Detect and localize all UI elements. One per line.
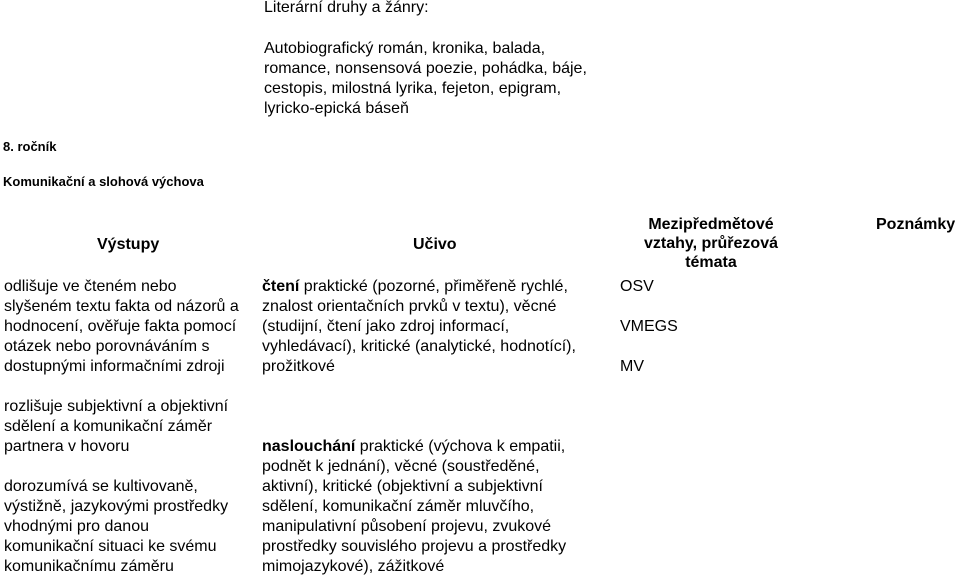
cell-line: partnera v hovoru xyxy=(4,438,130,455)
literary-genres-line: Autobiografický román, kronika, balada, xyxy=(264,40,546,57)
cell-line: (studijní, čtení jako zdroj informací, xyxy=(262,318,510,335)
row1-mezi-vmegs: VMEGS xyxy=(620,318,678,335)
column-header-line: Mezipředmětové xyxy=(648,216,774,233)
literary-genres-list xyxy=(264,39,624,119)
cell-line: odlišuje ve čteném nebo xyxy=(4,278,177,295)
cell-line: dorozumívá se kultivovaně, xyxy=(4,478,198,495)
grade-heading: 8. ročník xyxy=(3,139,57,154)
cell-line: komunikační situaci ke svému xyxy=(4,538,217,555)
column-header-line: témata xyxy=(685,254,737,271)
literary-genres-line: romance, nonsensová poezie, pohádka, báje, xyxy=(264,60,587,77)
cell-line: dostupnými informačními zdroji xyxy=(4,358,225,375)
row1-ucivo-cell xyxy=(262,277,576,377)
row1-mezi-osv: OSV xyxy=(620,278,654,295)
row1-vystupy-cell xyxy=(4,277,239,377)
column-header-line: vztahy, průřezová xyxy=(644,235,778,252)
row2-ucivo-cell xyxy=(262,437,566,577)
cell-line: manipulativní působení projevu, zvukové xyxy=(262,518,552,535)
column-header-mezipredmetove xyxy=(616,215,806,272)
cell-line: aktivní), kritické (objektivní a subjektivní xyxy=(262,478,543,495)
cell-line: vyhledávací), kritické (analytické, hodnotící), xyxy=(262,338,576,355)
column-header-ucivo: Učivo xyxy=(413,236,457,253)
section-heading: Komunikační a slohová výchova xyxy=(3,174,204,189)
column-header-vystupy: Výstupy xyxy=(97,236,160,253)
cell-line xyxy=(262,437,566,457)
cell-line: mimojazykové), zážitkové xyxy=(262,558,445,575)
cell-line: znalost orientačních prvků v textu), věcné xyxy=(262,298,557,315)
cell-text: praktické (pozorné, přiměřeně rychlé, xyxy=(299,278,568,295)
cell-line: hodnocení, ověřuje fakta pomocí xyxy=(4,318,237,335)
cell-line xyxy=(262,277,576,297)
cell-line: sdělení a komunikační záměr xyxy=(4,418,213,435)
cell-line: výstižně, jazykovými prostředky xyxy=(4,498,229,515)
literary-genres-line: lyricko-epická báseň xyxy=(264,100,409,117)
row1-mezi-mv: MV xyxy=(620,358,644,375)
cell-line: podnět k jednání), věcné (soustředěné, xyxy=(262,458,540,475)
literary-genres-line: cestopis, milostná lyrika, fejeton, epigram, xyxy=(264,80,562,97)
ucivo-keyword: čtení xyxy=(262,278,300,295)
cell-text: praktické (výchova k empatii, xyxy=(355,438,566,455)
ucivo-keyword: naslouchání xyxy=(262,438,356,455)
literary-genres-heading: Literární druhy a žánry: xyxy=(264,0,429,16)
row2-vystupy-cell-a xyxy=(4,397,228,457)
row2-vystupy-cell-b xyxy=(4,477,228,577)
cell-line: komunikačnímu záměru xyxy=(4,558,174,575)
cell-line: rozlišuje subjektivní a objektivní xyxy=(4,398,229,415)
cell-line: sdělení, komunikační záměr mluvčího, xyxy=(262,498,535,515)
column-header-poznamky: Poznámky xyxy=(876,216,956,233)
cell-line: otázek nebo porovnáváním s xyxy=(4,338,210,355)
cell-line: prostředky souvislého projevu a prostředky xyxy=(262,538,567,555)
cell-line: vhodnými pro danou xyxy=(4,518,149,535)
cell-line: slyšeném textu fakta od názorů a xyxy=(4,298,239,315)
cell-line: prožitkové xyxy=(262,358,335,375)
